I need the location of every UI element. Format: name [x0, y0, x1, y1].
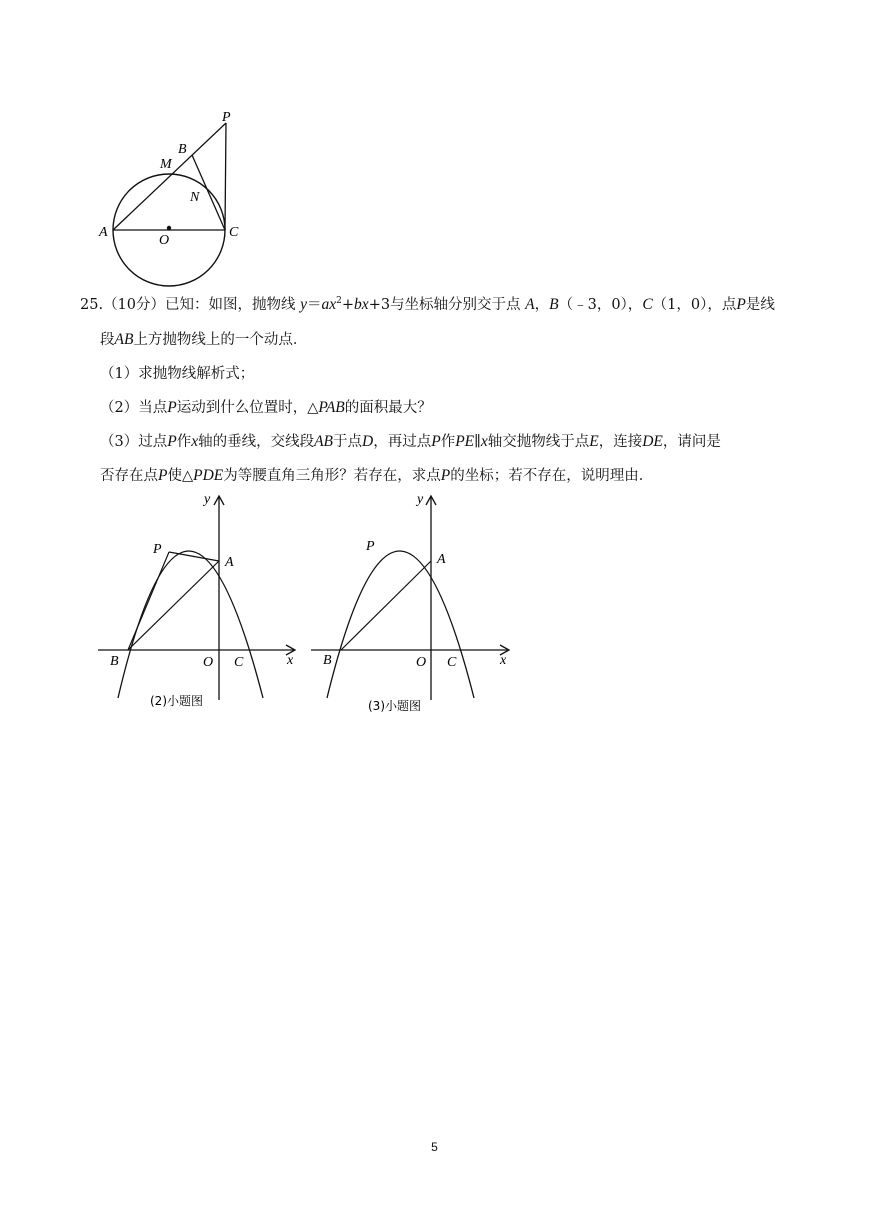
line-ap	[113, 123, 226, 230]
problem-number: 25.	[80, 297, 104, 313]
segment-pa	[169, 552, 219, 561]
segment-bp	[128, 552, 169, 650]
caption: (2)小题图	[150, 694, 203, 708]
label-x: x	[500, 653, 507, 668]
graph-2	[92, 488, 307, 723]
parabola	[118, 551, 263, 698]
caption: (3)小题图	[368, 699, 421, 713]
graph-3	[305, 488, 515, 723]
question-2: （2）当点P运动到什么位置时，△PAB的面积最大？	[100, 399, 432, 416]
label-b: B	[178, 142, 187, 157]
segment-ba	[341, 561, 431, 650]
label-a: A	[225, 555, 234, 570]
label-c: C	[447, 655, 457, 670]
label-c: C	[229, 225, 239, 240]
label-o: O	[416, 655, 427, 670]
question-3-line-2: 否存在点P使△PDE为等腰直角三角形？若存在，求点P的坐标；若不存在，说明理由．	[100, 467, 654, 484]
label-y: y	[204, 492, 211, 507]
label-o: O	[203, 655, 214, 670]
label-a: A	[99, 225, 108, 240]
circle-figure	[92, 100, 262, 290]
label-p: P	[366, 539, 375, 554]
label-n: N	[190, 190, 200, 205]
label-m: M	[160, 157, 172, 172]
label-b: B	[110, 654, 119, 669]
problem-score: （10分）	[103, 297, 166, 313]
segment-ba	[128, 561, 219, 650]
problem-line-1: 25.（10分）已知：如图，抛物线 $y=ax^2+bx+3$与坐标轴分别交于点 A，B（﹣3，0），C（1，0），点P是线	[80, 296, 775, 313]
question-1: （1）求抛物线解析式；	[100, 366, 255, 382]
line-pc	[225, 123, 226, 230]
label-p: P	[153, 542, 162, 557]
label-o: O	[159, 233, 170, 248]
parabola	[327, 551, 474, 698]
page-number: 5	[431, 1140, 438, 1154]
label-p: P	[222, 110, 231, 125]
label-y: y	[417, 492, 424, 507]
center-dot	[167, 226, 171, 230]
label-c: C	[234, 655, 244, 670]
label-x: x	[287, 653, 294, 668]
problem-line-2: 段AB上方抛物线上的一个动点．	[100, 331, 308, 348]
question-3-line-1: （3）过点P作x轴的垂线，交线段AB于点D，再过点P作PE∥x轴交抛物线于点E，连接DE，请问是	[100, 433, 721, 450]
label-a: A	[437, 552, 446, 567]
label-b: B	[323, 653, 332, 668]
